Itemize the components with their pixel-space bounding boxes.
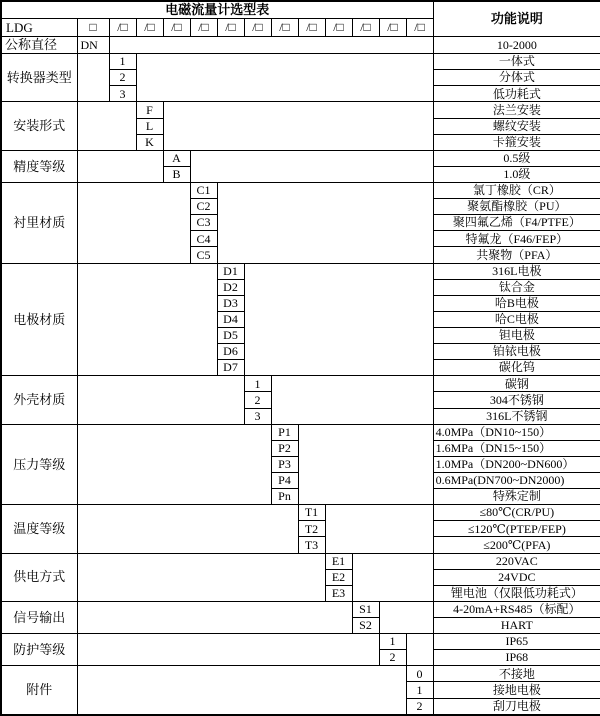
code-cell: 3 [244, 408, 271, 424]
model-slot: /□ [298, 19, 325, 36]
code-cell: A [163, 150, 190, 166]
empty-region [77, 376, 244, 424]
description-cell: 4.0MPa（DN10~150） [433, 424, 600, 440]
description-cell: 1.0MPa（DN200~DN600） [433, 456, 600, 472]
description-cell: 钽电极 [433, 327, 600, 343]
code-cell: 0 [406, 666, 433, 682]
code-cell: P4 [271, 472, 298, 488]
description-cell: IP65 [433, 634, 600, 650]
description-cell: ≤80℃(CR/PU) [433, 505, 600, 521]
empty-region [77, 263, 217, 376]
code-cell: E3 [325, 585, 352, 601]
code-cell: P3 [271, 456, 298, 472]
code-cell: D6 [217, 344, 244, 360]
section-label: 压力等级 [1, 424, 77, 505]
model-slot: /□ [406, 19, 433, 36]
description-cell: 特氟龙（F46/FEP） [433, 231, 600, 247]
code-cell: 1 [379, 634, 406, 650]
description-cell: 316L不锈钢 [433, 408, 600, 424]
section-label: 外壳材质 [1, 376, 77, 424]
code-cell: E2 [325, 569, 352, 585]
description-cell: 哈B电极 [433, 295, 600, 311]
description-cell: 碳化钨 [433, 360, 600, 376]
code-cell: D7 [217, 360, 244, 376]
model-prefix: LDG [1, 19, 77, 36]
model-slot: /□ [271, 19, 298, 36]
description-cell: 聚氨酯橡胶（PU） [433, 199, 600, 215]
section-label: 温度等级 [1, 505, 77, 553]
empty-region [379, 601, 433, 633]
model-box: □ [77, 19, 109, 36]
code-cell: 2 [109, 70, 136, 86]
model-slot: /□ [136, 19, 163, 36]
empty-region [136, 54, 433, 102]
description-cell: 锂电池（仅限低功耗式） [433, 585, 600, 601]
empty-region [271, 376, 433, 424]
code-cell: C5 [190, 247, 217, 263]
empty-region [352, 553, 433, 601]
code-cell: Pn [271, 489, 298, 505]
code-cell: D3 [217, 295, 244, 311]
description-cell: 法兰安装 [433, 102, 600, 118]
code-cell: T3 [298, 537, 325, 553]
code-cell: 1 [109, 54, 136, 70]
model-slot: /□ [379, 19, 406, 36]
code-cell: T2 [298, 521, 325, 537]
description-cell: 碳钢 [433, 376, 600, 392]
model-slot: /□ [352, 19, 379, 36]
code-cell: 2 [379, 650, 406, 666]
description-cell: 304不锈钢 [433, 392, 600, 408]
code-cell: D5 [217, 327, 244, 343]
section-label: 安装形式 [1, 102, 77, 150]
function-column-header: 功能说明 [433, 1, 600, 36]
code-cell: D2 [217, 279, 244, 295]
empty-region [190, 150, 433, 182]
empty-region [77, 553, 325, 601]
empty-region [77, 601, 352, 633]
description-cell: 分体式 [433, 70, 600, 86]
description-cell: 氯丁橡胶（CR） [433, 183, 600, 199]
code-cell: E1 [325, 553, 352, 569]
description-cell: 4-20mA+RS485（标配） [433, 601, 600, 617]
description-cell: 0.5级 [433, 150, 600, 166]
section-label: 电极材质 [1, 263, 77, 376]
section-label: 附件 [1, 666, 77, 715]
description-cell: ≤120℃(PTEP/FEP) [433, 521, 600, 537]
model-slot: /□ [190, 19, 217, 36]
code-cell: 2 [244, 392, 271, 408]
description-cell: 特殊定制 [433, 489, 600, 505]
description-cell: 1.0级 [433, 166, 600, 182]
code-cell: 2 [406, 698, 433, 715]
code-cell: 1 [406, 682, 433, 698]
description-cell: 共聚物（PFA） [433, 247, 600, 263]
description-cell: ≤200℃(PFA) [433, 537, 600, 553]
section-label: 防护等级 [1, 634, 77, 666]
empty-region [77, 183, 190, 264]
empty-region [77, 54, 109, 102]
code-cell: F [136, 102, 163, 118]
model-slot: /□ [109, 19, 136, 36]
empty-region [244, 263, 433, 376]
model-slot: /□ [217, 19, 244, 36]
table-title: 电磁流量计选型表 [1, 1, 433, 19]
description-cell: 钛合金 [433, 279, 600, 295]
empty-region [77, 666, 406, 715]
empty-region [77, 505, 298, 553]
code-cell: D1 [217, 263, 244, 279]
code-cell: 1 [244, 376, 271, 392]
code-cell: S2 [352, 617, 379, 633]
empty-region [77, 634, 379, 666]
description-cell: 24VDC [433, 569, 600, 585]
section-label: 精度等级 [1, 150, 77, 182]
model-slot: /□ [325, 19, 352, 36]
description-cell: 铂铱电极 [433, 344, 600, 360]
model-slot: /□ [163, 19, 190, 36]
empty-region [109, 36, 433, 53]
empty-region [298, 424, 433, 505]
code-cell: T1 [298, 505, 325, 521]
description-cell: 刮刀电极 [433, 698, 600, 715]
code-cell: D4 [217, 311, 244, 327]
section-label: 衬里材质 [1, 183, 77, 264]
model-slot: /□ [244, 19, 271, 36]
code-cell: S1 [352, 601, 379, 617]
code-cell: K [136, 134, 163, 150]
code-cell: C4 [190, 231, 217, 247]
code-cell: P1 [271, 424, 298, 440]
code-cell: P2 [271, 440, 298, 456]
description-cell: 一体式 [433, 54, 600, 70]
code-cell: DN [77, 36, 109, 53]
description-cell: 220VAC [433, 553, 600, 569]
description-cell: 聚四氟乙烯（F4/PTFE） [433, 215, 600, 231]
code-cell: 3 [109, 86, 136, 102]
empty-region [163, 102, 433, 150]
section-label: 公称直径 [1, 36, 77, 53]
empty-region [77, 150, 163, 182]
description-cell: 哈C电极 [433, 311, 600, 327]
section-label: 供电方式 [1, 553, 77, 601]
code-cell: B [163, 166, 190, 182]
code-cell: L [136, 118, 163, 134]
description-cell: 低功耗式 [433, 86, 600, 102]
code-cell: C1 [190, 183, 217, 199]
description-cell: 316L电极 [433, 263, 600, 279]
empty-region [77, 102, 136, 150]
empty-region [406, 634, 433, 666]
empty-region [217, 183, 433, 264]
description-cell: 不接地 [433, 666, 600, 682]
description-cell: 卡箍安装 [433, 134, 600, 150]
code-cell: C3 [190, 215, 217, 231]
section-label: 转换器类型 [1, 54, 77, 102]
description-cell: 螺纹安装 [433, 118, 600, 134]
description-cell: 10-2000 [433, 36, 600, 53]
description-cell: HART [433, 617, 600, 633]
code-cell: C2 [190, 199, 217, 215]
empty-region [325, 505, 433, 553]
section-label: 信号输出 [1, 601, 77, 633]
description-cell: 0.6MPa(DN700~DN2000) [433, 472, 600, 488]
description-cell: IP68 [433, 650, 600, 666]
empty-region [77, 424, 271, 505]
description-cell: 接地电极 [433, 682, 600, 698]
description-cell: 1.6MPa（DN15~150） [433, 440, 600, 456]
